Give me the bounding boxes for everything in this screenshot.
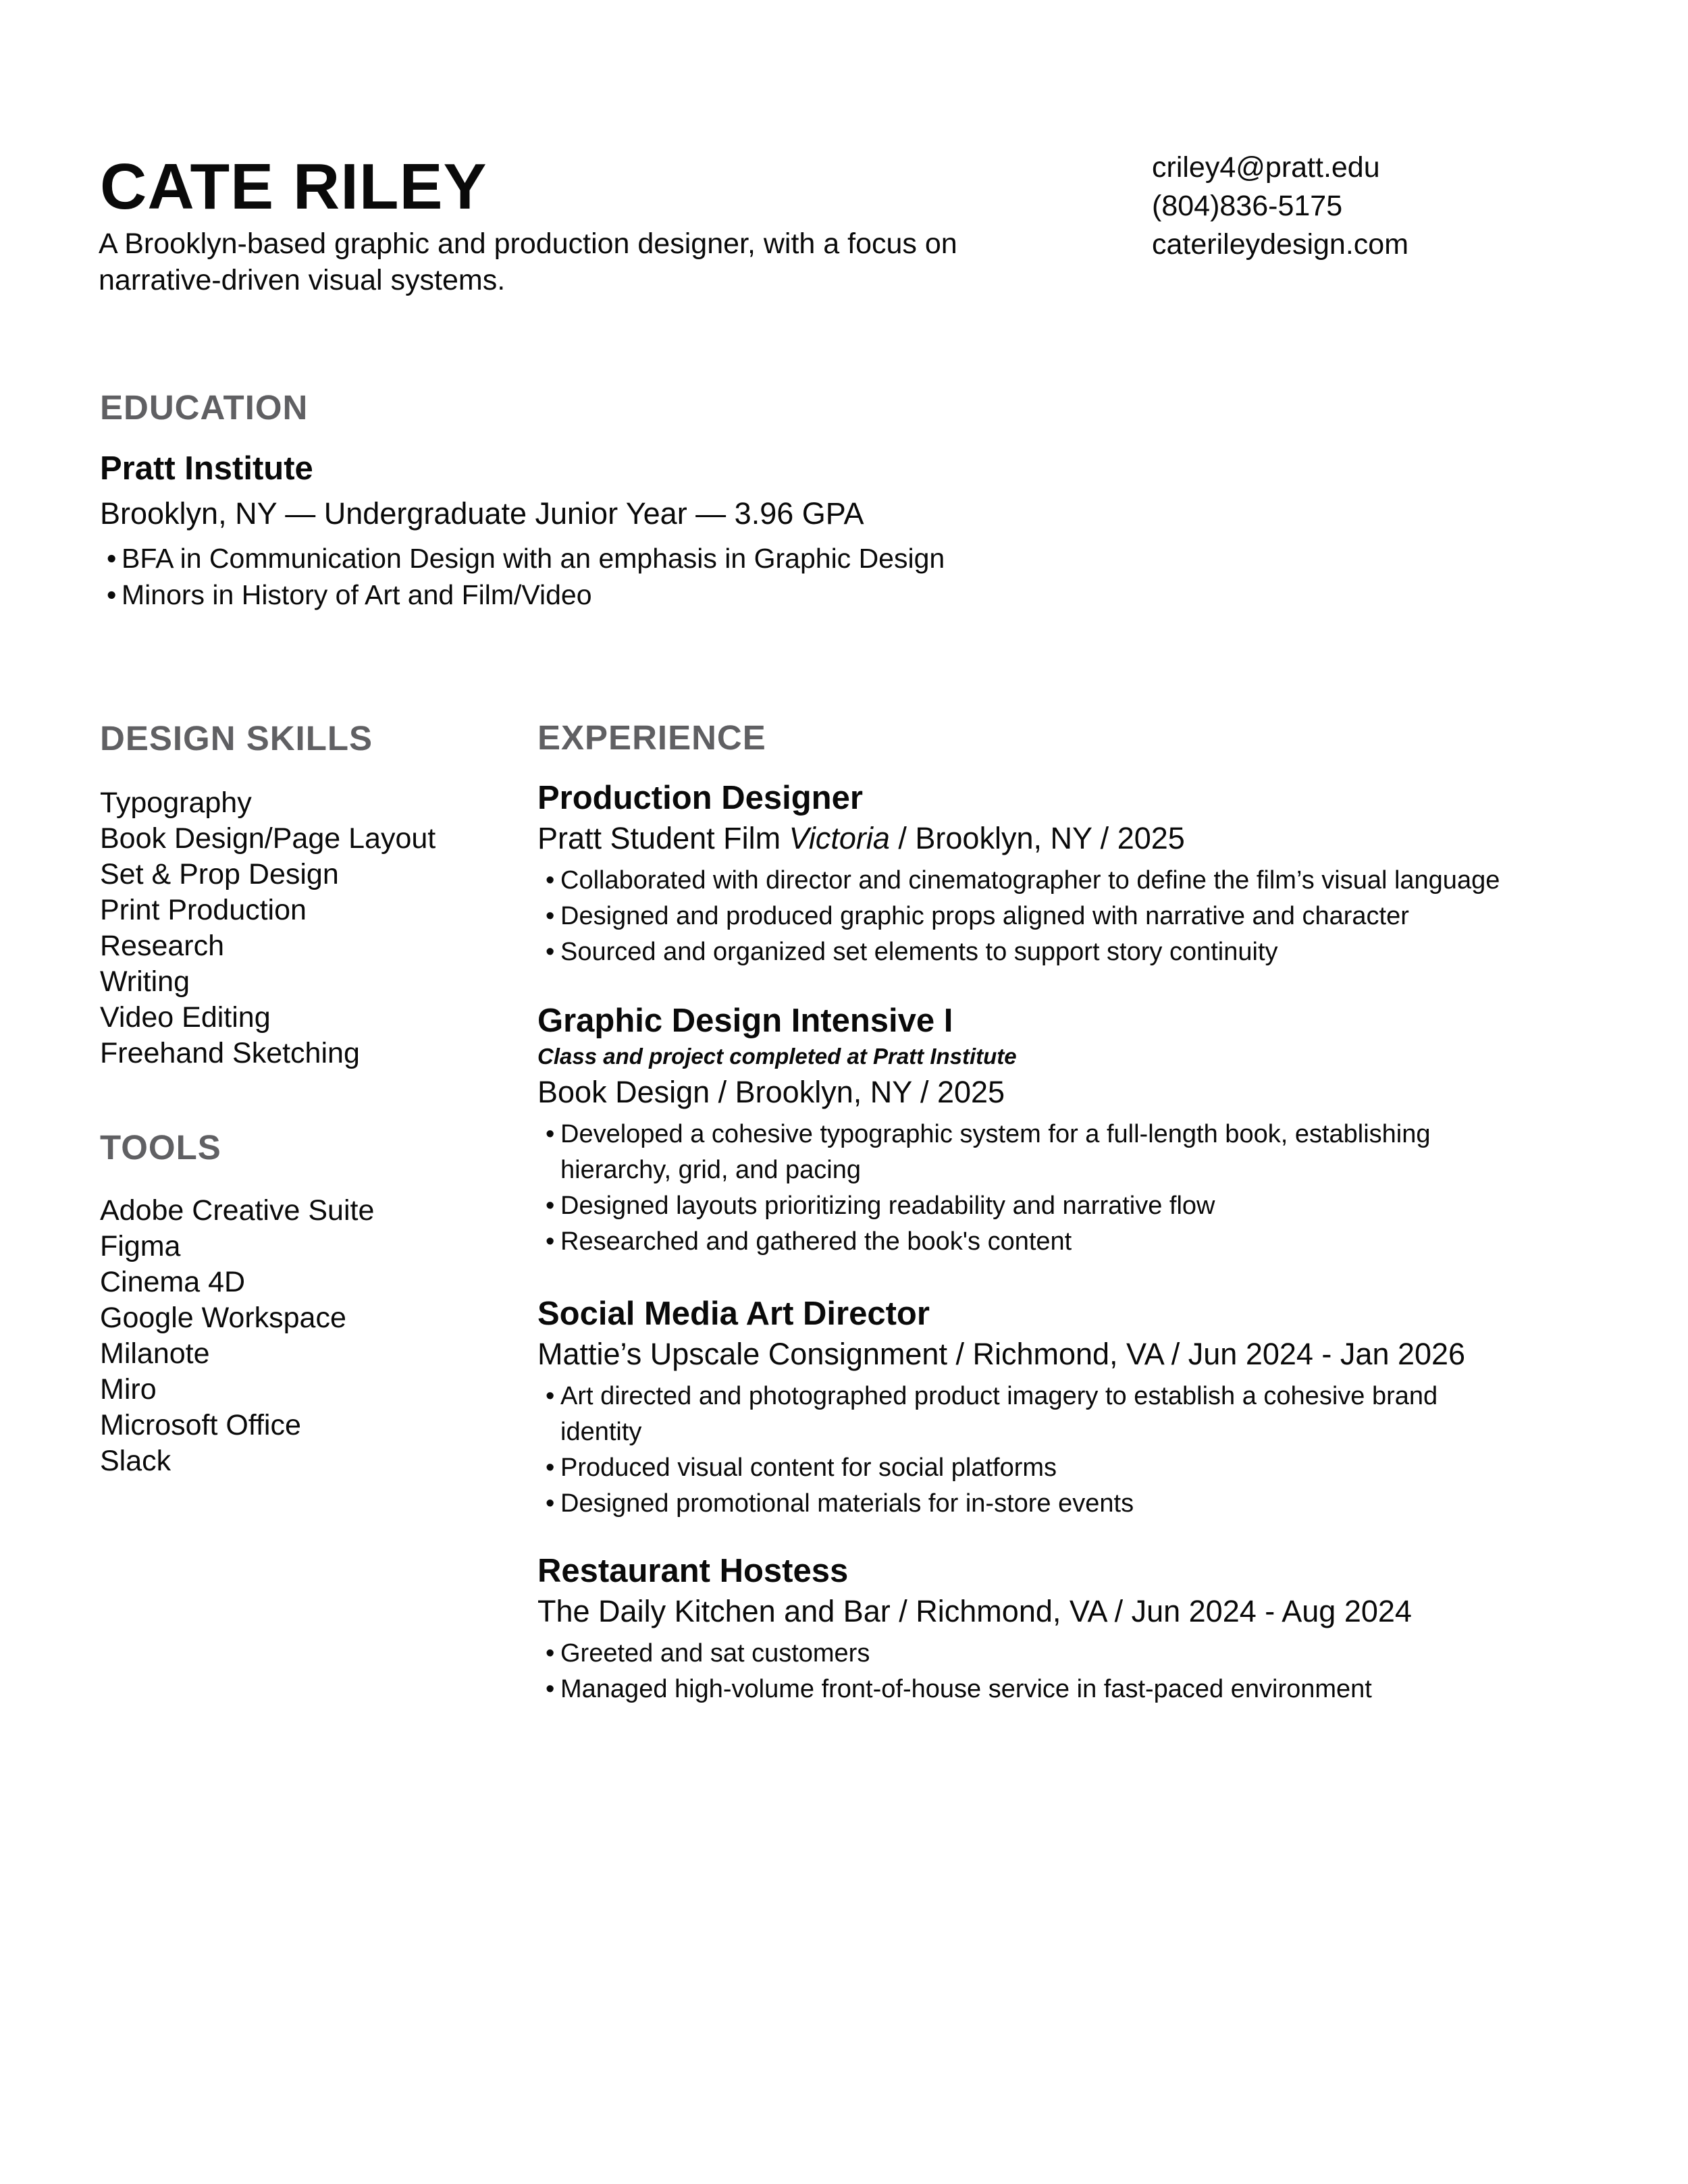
list-item: • Minors in History of Art and Film/Video [107,579,592,610]
job-title: Restaurant Hostess [537,1553,849,1589]
list-item: • Managed high-volume front-of-house service in fast-paced environment [546,1675,1372,1703]
design-skills-heading: DESIGN SKILLS [100,719,373,757]
tool-item: Miro [100,1373,157,1406]
job-bullets [546,1636,1577,1707]
experience-entry-production-designer [537,778,1577,970]
tool-item: Microsoft Office [100,1409,301,1441]
design-skills-list [100,785,436,1071]
contact-email: criley4@pratt.edu [1152,151,1380,184]
tools-list [100,1193,374,1479]
job-note: Class and project completed at Pratt Institute [537,1044,1017,1069]
experience-heading: EXPERIENCE [537,718,766,757]
experience-entry-social-media-art-director [537,1294,1577,1522]
list-item: • Designed promotional materials for in-store events [546,1489,1134,1518]
list-item: • Sourced and organized set elements to support story continuity [546,938,1278,966]
skill-item: Book Design/Page Layout [100,822,436,855]
film-title: Victoria [789,821,890,855]
contact-website: caterileydesign.com [1152,228,1409,261]
list-item: • Researched and gathered the book's content [546,1227,1072,1256]
job-title: Social Media Art Director [537,1296,930,1332]
job-subtitle: Book Design / Brooklyn, NY / 2025 [537,1075,1005,1109]
tagline: A Brooklyn-based graphic and production designer, with a focus on narrative-driven visual systems. [99,228,957,296]
experience-entry-graphic-design-intensive [537,1001,1577,1260]
job-bullets [546,1117,1477,1260]
education-detail: Brooklyn, NY — Undergraduate Junior Year — 3.96 GPA [100,496,864,531]
skill-item: Video Editing [100,1001,271,1034]
skill-item: Print Production [100,894,307,926]
job-subtitle: The Daily Kitchen and Bar / Richmond, VA / Jun 2024 - Aug 2024 [537,1594,1412,1628]
education-bullets [107,540,945,613]
skill-item: Research [100,930,225,962]
contact-block [1152,149,1408,264]
list-item: • Greeted and sat customers [546,1639,870,1668]
list-item: • Designed and produced graphic props aligned with narrative and character [546,902,1409,930]
job-bullets [546,863,1577,970]
job-title: Production Designer [537,780,863,816]
tool-item: Milanote [100,1337,210,1370]
experience-entry-restaurant-hostess [537,1551,1577,1707]
skill-item: Typography [100,787,252,819]
list-item: • Designed layouts prioritizing readability and narrative flow [546,1192,1215,1220]
contact-phone: (804)836-5175 [1152,190,1343,222]
skill-item: Writing [100,965,190,998]
list-item: • Art directed and photographed product imagery to establish a cohesive brand identity [546,1382,1438,1446]
job-title: Graphic Design Intensive I [537,1003,953,1039]
education-heading: EDUCATION [100,388,309,427]
list-item: • Produced visual content for social platforms [546,1454,1057,1482]
tool-item: Adobe Creative Suite [100,1194,375,1227]
list-item: • Developed a cohesive typographic system for a full-length book, establishing hierarchy, grid, and pacing [546,1120,1431,1184]
tools-heading: TOOLS [100,1128,221,1167]
resume-name: CATE RILEY [100,151,487,223]
skill-item: Set & Prop Design [100,858,339,890]
job-subtitle: Mattie’s Upscale Consignment / Richmond, VA / Jun 2024 - Jan 2026 [537,1337,1466,1371]
tool-item: Figma [100,1230,181,1262]
job-bullets [546,1379,1477,1522]
list-item: • Collaborated with director and cinematographer to define the film’s visual language [546,866,1500,895]
job-subtitle: Pratt Student Film Victoria / Brooklyn, NY / 2025 [537,821,1185,855]
tool-item: Cinema 4D [100,1266,246,1298]
tool-item: Slack [100,1445,172,1477]
tool-item: Google Workspace [100,1302,346,1334]
skill-item: Freehand Sketching [100,1037,360,1069]
education-school: Pratt Institute [100,450,313,487]
list-item: • BFA in Communication Design with an emphasis in Graphic Design [107,543,945,574]
